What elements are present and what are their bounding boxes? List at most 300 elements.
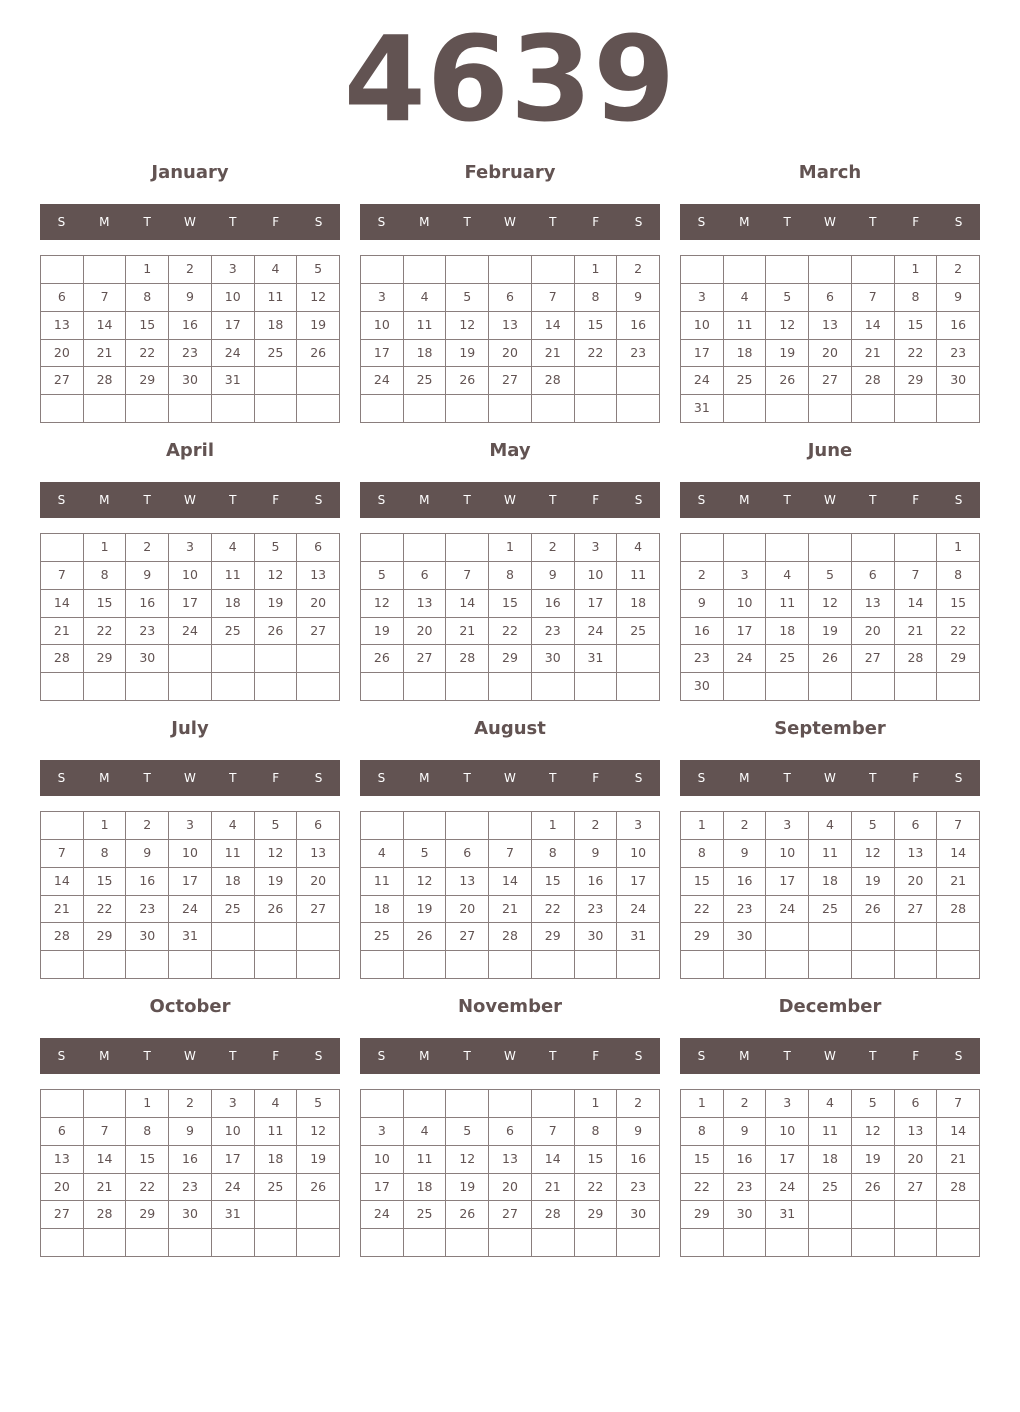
day-cell: 1: [575, 1090, 618, 1118]
day-cell: 6: [895, 812, 938, 840]
day-cell: 20: [297, 868, 340, 896]
day-cell: [169, 1229, 212, 1257]
day-cell: 21: [84, 340, 127, 368]
day-cell: 1: [681, 812, 724, 840]
day-cell: [361, 812, 404, 840]
day-cell: 25: [766, 645, 809, 673]
month-block-3: [40, 435, 340, 705]
day-cell: 18: [255, 1146, 298, 1174]
day-cell: 27: [489, 1201, 532, 1229]
weekday-label: S: [57, 771, 66, 785]
day-cell: [255, 395, 298, 423]
day-grid: [360, 255, 660, 423]
day-cell: 1: [84, 812, 127, 840]
day-cell: 31: [575, 645, 618, 673]
day-cell: 23: [532, 618, 575, 646]
day-cell: [297, 1229, 340, 1257]
day-cell: 18: [809, 868, 852, 896]
month-block-2: [680, 157, 980, 427]
day-cell: 26: [255, 896, 298, 924]
weekday-header: [40, 482, 340, 518]
month-block-0: [40, 157, 340, 427]
day-cell: 18: [361, 896, 404, 924]
weekday-label: T: [229, 215, 237, 229]
day-cell: 20: [809, 340, 852, 368]
day-cell: 1: [489, 534, 532, 562]
day-cell: 22: [895, 340, 938, 368]
day-cell: 10: [766, 1118, 809, 1146]
day-cell: 3: [681, 284, 724, 312]
weekday-label: M: [99, 493, 110, 507]
weekday-label: F: [592, 215, 600, 229]
day-cell: 25: [404, 367, 447, 395]
day-cell: [297, 673, 340, 701]
day-cell: 24: [361, 367, 404, 395]
day-cell: 27: [41, 367, 84, 395]
day-cell: [852, 256, 895, 284]
weekday-label: M: [99, 1049, 110, 1063]
weekday-label: T: [549, 1049, 557, 1063]
day-cell: 24: [169, 618, 212, 646]
day-cell: [84, 1090, 127, 1118]
day-cell: [617, 645, 660, 673]
weekday-label: S: [314, 1049, 323, 1063]
day-cell: [895, 673, 938, 701]
day-cell: 27: [852, 645, 895, 673]
day-cell: 8: [126, 1118, 169, 1146]
day-cell: 30: [724, 923, 767, 951]
day-cell: [766, 256, 809, 284]
day-cell: 1: [575, 256, 618, 284]
day-cell: 26: [766, 367, 809, 395]
day-cell: 19: [297, 1146, 340, 1174]
day-cell: [895, 534, 938, 562]
weekday-label: S: [634, 771, 643, 785]
day-cell: 15: [681, 1146, 724, 1174]
day-cell: [297, 951, 340, 979]
day-cell: 5: [361, 562, 404, 590]
weekday-label: T: [783, 215, 791, 229]
day-cell: 31: [169, 923, 212, 951]
month-title: May: [489, 440, 531, 461]
day-cell: 12: [255, 840, 298, 868]
day-cell: 8: [489, 562, 532, 590]
day-cell: 28: [84, 1201, 127, 1229]
day-cell: [489, 395, 532, 423]
weekday-label: F: [272, 1049, 280, 1063]
day-cell: 28: [895, 645, 938, 673]
weekday-header: [360, 482, 660, 518]
weekday-label: S: [314, 493, 323, 507]
day-cell: [361, 1090, 404, 1118]
day-cell: 2: [937, 256, 980, 284]
weekday-label: W: [504, 493, 516, 507]
day-cell: [937, 1201, 980, 1229]
day-cell: 7: [852, 284, 895, 312]
day-cell: 26: [809, 645, 852, 673]
day-cell: [404, 812, 447, 840]
day-cell: 15: [895, 312, 938, 340]
day-cell: 20: [41, 340, 84, 368]
day-cell: 16: [617, 1146, 660, 1174]
day-cell: 12: [404, 868, 447, 896]
day-cell: [404, 951, 447, 979]
day-cell: [489, 951, 532, 979]
day-cell: 24: [724, 645, 767, 673]
day-cell: 21: [489, 896, 532, 924]
day-cell: 29: [895, 367, 938, 395]
weekday-label: S: [954, 215, 963, 229]
weekday-label: S: [57, 1049, 66, 1063]
day-cell: 27: [404, 645, 447, 673]
day-cell: 10: [575, 562, 618, 590]
day-cell: 2: [724, 1090, 767, 1118]
day-cell: [617, 673, 660, 701]
day-cell: 17: [724, 618, 767, 646]
day-cell: 8: [126, 284, 169, 312]
day-cell: [126, 951, 169, 979]
day-cell: [84, 256, 127, 284]
day-cell: 6: [446, 840, 489, 868]
weekday-label: S: [377, 771, 386, 785]
day-cell: 10: [169, 562, 212, 590]
day-cell: 3: [766, 1090, 809, 1118]
day-cell: 13: [489, 312, 532, 340]
day-cell: 18: [809, 1146, 852, 1174]
day-cell: 25: [809, 896, 852, 924]
day-grid: [680, 1089, 980, 1257]
day-cell: 4: [361, 840, 404, 868]
weekday-label: S: [314, 215, 323, 229]
day-cell: 26: [446, 367, 489, 395]
year-title: 4639: [343, 10, 677, 148]
day-cell: 10: [361, 1146, 404, 1174]
day-cell: 9: [617, 1118, 660, 1146]
day-cell: 19: [766, 340, 809, 368]
day-cell: 31: [212, 1201, 255, 1229]
day-cell: 28: [937, 896, 980, 924]
day-cell: 18: [617, 590, 660, 618]
month-title: August: [474, 718, 546, 739]
day-cell: [809, 1229, 852, 1257]
day-cell: [169, 395, 212, 423]
day-cell: 7: [895, 562, 938, 590]
day-cell: 28: [489, 923, 532, 951]
day-cell: [361, 534, 404, 562]
day-cell: 15: [489, 590, 532, 618]
day-grid: [40, 1089, 340, 1257]
weekday-label: T: [783, 771, 791, 785]
day-cell: 14: [852, 312, 895, 340]
day-cell: [575, 951, 618, 979]
day-cell: 27: [446, 923, 489, 951]
day-cell: [41, 256, 84, 284]
day-cell: 3: [361, 284, 404, 312]
day-cell: 11: [361, 868, 404, 896]
day-cell: 12: [809, 590, 852, 618]
weekday-label: T: [463, 493, 471, 507]
day-cell: [724, 256, 767, 284]
day-cell: 2: [126, 534, 169, 562]
day-cell: [446, 1090, 489, 1118]
weekday-header: [360, 760, 660, 796]
day-cell: 16: [681, 618, 724, 646]
day-cell: 24: [169, 896, 212, 924]
day-cell: [446, 951, 489, 979]
day-cell: 26: [297, 340, 340, 368]
day-cell: 5: [297, 256, 340, 284]
day-cell: 16: [575, 868, 618, 896]
weekday-header: [680, 1038, 980, 1074]
day-cell: [169, 951, 212, 979]
day-cell: 16: [126, 868, 169, 896]
day-cell: 1: [895, 256, 938, 284]
day-cell: [446, 812, 489, 840]
day-cell: 4: [404, 284, 447, 312]
day-cell: [724, 673, 767, 701]
day-cell: 27: [895, 1174, 938, 1202]
day-grid: [40, 533, 340, 701]
weekday-label: T: [229, 1049, 237, 1063]
day-cell: 25: [404, 1201, 447, 1229]
day-cell: [84, 673, 127, 701]
day-cell: [404, 534, 447, 562]
day-cell: 7: [84, 1118, 127, 1146]
weekday-label: M: [419, 1049, 430, 1063]
day-cell: 23: [169, 1174, 212, 1202]
day-cell: [126, 1229, 169, 1257]
day-cell: 7: [446, 562, 489, 590]
day-cell: 30: [126, 923, 169, 951]
day-cell: 26: [852, 1174, 895, 1202]
weekday-label: F: [592, 1049, 600, 1063]
weekday-label: T: [783, 493, 791, 507]
weekday-label: S: [377, 215, 386, 229]
month-title: January: [151, 162, 229, 183]
day-cell: [297, 367, 340, 395]
day-cell: 26: [852, 896, 895, 924]
day-cell: [617, 367, 660, 395]
day-cell: [532, 673, 575, 701]
day-cell: [766, 395, 809, 423]
day-cell: 3: [724, 562, 767, 590]
day-cell: [361, 673, 404, 701]
day-cell: 9: [532, 562, 575, 590]
day-cell: [297, 645, 340, 673]
day-cell: [532, 395, 575, 423]
day-cell: 22: [681, 896, 724, 924]
day-cell: 8: [681, 1118, 724, 1146]
weekday-label: T: [549, 215, 557, 229]
day-cell: 23: [937, 340, 980, 368]
day-cell: 25: [809, 1174, 852, 1202]
day-cell: [169, 673, 212, 701]
day-cell: 4: [212, 534, 255, 562]
day-cell: 28: [852, 367, 895, 395]
weekday-label: S: [954, 493, 963, 507]
day-cell: 30: [169, 367, 212, 395]
day-cell: 13: [404, 590, 447, 618]
day-cell: 2: [169, 256, 212, 284]
day-cell: 27: [41, 1201, 84, 1229]
day-cell: 8: [532, 840, 575, 868]
day-cell: 3: [575, 534, 618, 562]
weekday-label: T: [869, 215, 877, 229]
weekday-label: T: [143, 215, 151, 229]
month-title: October: [149, 996, 231, 1017]
day-cell: [766, 534, 809, 562]
weekday-label: T: [869, 771, 877, 785]
day-cell: 14: [937, 1118, 980, 1146]
day-cell: 14: [41, 590, 84, 618]
day-cell: [575, 1229, 618, 1257]
month-block-4: [360, 435, 660, 705]
day-cell: 17: [766, 868, 809, 896]
day-cell: [681, 1229, 724, 1257]
day-cell: 10: [766, 840, 809, 868]
day-cell: 4: [766, 562, 809, 590]
day-cell: [84, 1229, 127, 1257]
day-cell: [766, 951, 809, 979]
day-grid: [360, 533, 660, 701]
day-cell: 14: [489, 868, 532, 896]
weekday-label: S: [377, 1049, 386, 1063]
day-cell: [681, 534, 724, 562]
day-cell: 12: [297, 284, 340, 312]
day-cell: [84, 951, 127, 979]
day-cell: 9: [681, 590, 724, 618]
day-cell: [766, 923, 809, 951]
day-cell: 10: [361, 312, 404, 340]
day-cell: 15: [126, 312, 169, 340]
day-cell: 21: [84, 1174, 127, 1202]
day-cell: 11: [617, 562, 660, 590]
day-cell: 24: [212, 340, 255, 368]
day-cell: [297, 923, 340, 951]
day-cell: 28: [84, 367, 127, 395]
day-cell: 30: [169, 1201, 212, 1229]
day-cell: 15: [84, 868, 127, 896]
month-block-7: [360, 713, 660, 983]
weekday-label: M: [739, 1049, 750, 1063]
weekday-label: S: [697, 493, 706, 507]
day-grid: [40, 811, 340, 979]
day-cell: 29: [126, 367, 169, 395]
weekday-label: M: [99, 215, 110, 229]
day-cell: 4: [809, 812, 852, 840]
month-title: July: [171, 718, 209, 739]
weekday-label: T: [869, 493, 877, 507]
day-cell: 20: [489, 1174, 532, 1202]
day-cell: 14: [84, 312, 127, 340]
day-cell: [212, 923, 255, 951]
day-cell: 11: [404, 1146, 447, 1174]
day-cell: 12: [361, 590, 404, 618]
day-cell: 17: [212, 312, 255, 340]
weekday-label: F: [912, 493, 920, 507]
day-cell: 17: [361, 340, 404, 368]
day-cell: 10: [212, 284, 255, 312]
day-cell: [361, 256, 404, 284]
day-cell: [404, 673, 447, 701]
day-cell: 30: [126, 645, 169, 673]
day-cell: 7: [41, 840, 84, 868]
day-cell: 16: [169, 1146, 212, 1174]
day-cell: [41, 1090, 84, 1118]
day-cell: [255, 367, 298, 395]
day-cell: 1: [126, 1090, 169, 1118]
day-cell: 15: [575, 312, 618, 340]
day-cell: 29: [126, 1201, 169, 1229]
weekday-label: F: [912, 1049, 920, 1063]
day-cell: 19: [852, 1146, 895, 1174]
weekday-label: W: [184, 771, 196, 785]
weekday-label: T: [783, 1049, 791, 1063]
day-cell: 23: [724, 896, 767, 924]
weekday-label: T: [549, 771, 557, 785]
weekday-label: S: [954, 771, 963, 785]
day-cell: 24: [766, 1174, 809, 1202]
weekday-label: S: [377, 493, 386, 507]
day-cell: [895, 1201, 938, 1229]
day-cell: [446, 256, 489, 284]
day-cell: 7: [937, 1090, 980, 1118]
day-cell: 6: [852, 562, 895, 590]
day-cell: 10: [681, 312, 724, 340]
day-cell: 17: [766, 1146, 809, 1174]
day-cell: 20: [297, 590, 340, 618]
day-cell: 24: [361, 1201, 404, 1229]
day-cell: 26: [446, 1201, 489, 1229]
weekday-label: W: [504, 771, 516, 785]
day-cell: [41, 951, 84, 979]
weekday-label: M: [739, 771, 750, 785]
day-grid: [680, 811, 980, 979]
day-cell: 6: [489, 1118, 532, 1146]
day-cell: 21: [41, 618, 84, 646]
weekday-header: [40, 1038, 340, 1074]
day-cell: 10: [724, 590, 767, 618]
day-cell: [809, 1201, 852, 1229]
day-cell: 18: [404, 340, 447, 368]
day-cell: 21: [446, 618, 489, 646]
day-cell: 22: [681, 1174, 724, 1202]
day-cell: [895, 923, 938, 951]
day-cell: 18: [766, 618, 809, 646]
day-cell: 13: [41, 312, 84, 340]
day-cell: 25: [255, 340, 298, 368]
weekday-label: F: [272, 493, 280, 507]
day-cell: 13: [895, 1118, 938, 1146]
day-cell: [681, 256, 724, 284]
day-cell: 16: [532, 590, 575, 618]
day-cell: [809, 256, 852, 284]
day-cell: 13: [852, 590, 895, 618]
day-cell: 12: [852, 840, 895, 868]
day-cell: 5: [852, 812, 895, 840]
day-cell: 13: [297, 840, 340, 868]
day-cell: 13: [895, 840, 938, 868]
day-cell: 3: [169, 534, 212, 562]
day-cell: 25: [212, 896, 255, 924]
day-cell: [297, 395, 340, 423]
day-cell: [809, 951, 852, 979]
day-cell: 12: [446, 312, 489, 340]
day-cell: 28: [532, 367, 575, 395]
weekday-label: T: [549, 493, 557, 507]
day-cell: 1: [84, 534, 127, 562]
day-cell: 13: [489, 1146, 532, 1174]
